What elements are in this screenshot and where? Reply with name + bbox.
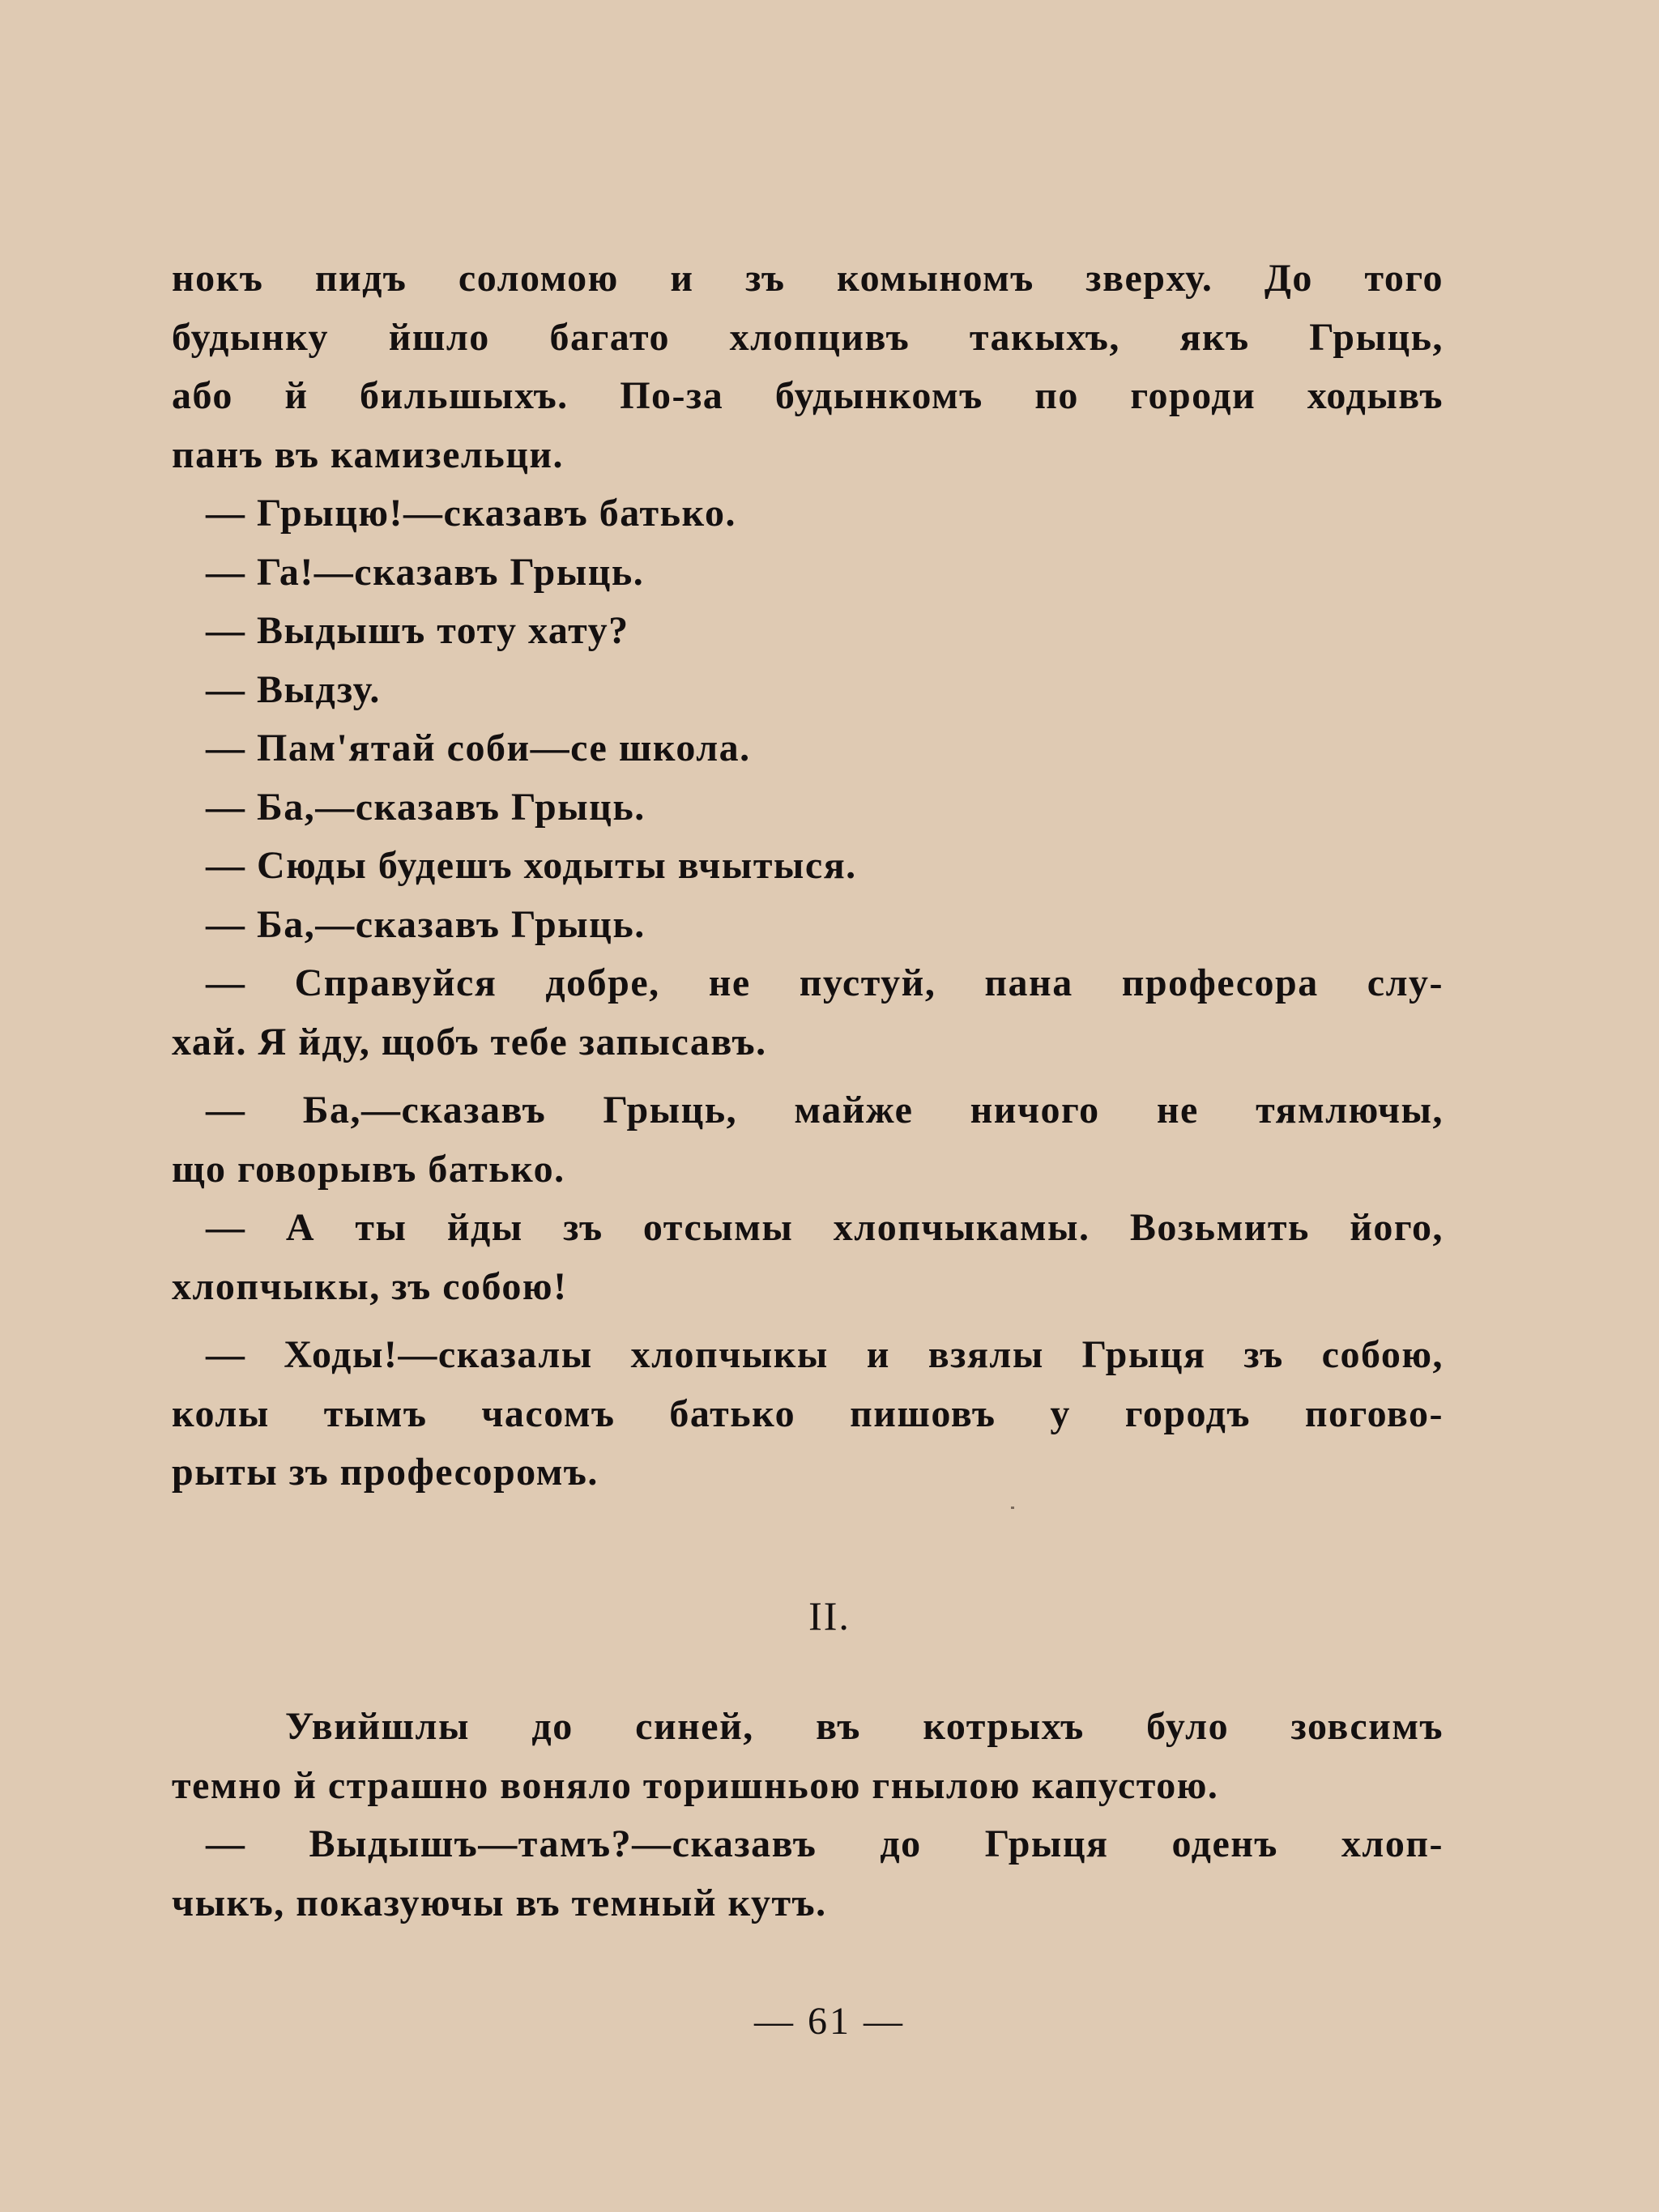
dialogue-line: — Выдышъ—тамъ?—сказавъ до Грыця оденъ хлоп- (206, 1822, 1444, 1865)
text-block-1 (172, 249, 1444, 1502)
dialogue-line: — Грыцю!—сказавъ батько. (206, 492, 736, 535)
paragraph-line: будынку йшло багато хлопцивъ такыхъ, якъ Грыць, (172, 315, 1444, 359)
dialogue-line: хай. Я йду, щобъ тебе запысавъ. (172, 1020, 767, 1063)
dialogue-line: колы тымъ часомъ батько пишовъ у городъ погово- (172, 1392, 1444, 1435)
dialogue-line: — Справуйся добре, не пустуй, пана професора слу- (206, 961, 1444, 1004)
dialogue-line: — Ба,—сказавъ Грыць. (206, 902, 646, 946)
paragraph-line: панъ въ камизельци. (172, 433, 565, 476)
dialogue-line: — Ходы!—сказалы хлопчыкы и взялы Грыця зъ собою, (206, 1333, 1444, 1376)
chapter-heading: II. (808, 1593, 851, 1639)
dialogue-line: рыты зъ професоромъ. (172, 1451, 599, 1494)
paragraph-line: нокъ пидъ соломою и зъ комыномъ зверху. До того (172, 257, 1444, 300)
dialogue-line: чыкъ, показуючы въ темный кутъ. (172, 1881, 827, 1924)
paragraph-line: або й бильшыхъ. По-за будынкомъ по городи ходывъ (172, 374, 1444, 417)
paragraph-line: темно й страшно воняло торишньою гнылою капустою. (172, 1763, 1219, 1807)
dialogue-line: — Выдышъ тоту хату? (206, 609, 629, 652)
dialogue-line: хлопчыкы, зъ собою! (172, 1264, 568, 1308)
dialogue-line: — Ба,—сказавъ Грыць. (206, 785, 646, 829)
dialogue-line: — А ты йды зъ отсымы хлопчыкамы. Возьмить його, (206, 1206, 1444, 1249)
page-number: — 61 — (754, 2000, 905, 2043)
dialogue-line: — Ба,—сказавъ Грыць, майже ничого не тямлючы, (206, 1089, 1444, 1132)
text-block-2 (172, 1698, 1444, 1933)
print-speck (1011, 1507, 1014, 1509)
dialogue-line: — Сюды будешъ ходыты вчытыся. (206, 844, 857, 887)
dialogue-line: — Пам'ятай соби—се школа. (206, 727, 751, 769)
paragraph-line: Увийшлы до синей, въ котрыхъ було зовсимъ (285, 1705, 1444, 1748)
dialogue-line: — Га!—сказавъ Грыць. (206, 550, 645, 594)
dialogue-line: що говорывъ батько. (172, 1147, 565, 1191)
dialogue-line: — Выдзу. (206, 667, 381, 711)
